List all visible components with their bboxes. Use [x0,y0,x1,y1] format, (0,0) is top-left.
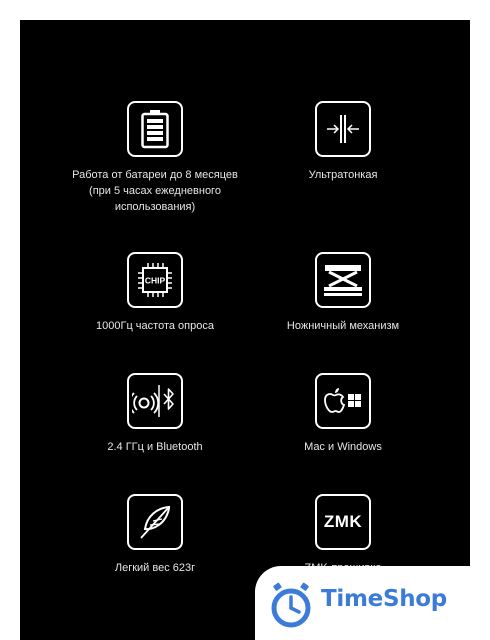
feature-os-support [243,373,443,455]
feature-panel [20,20,470,640]
feature-caption: Ультратонкая [308,169,378,181]
battery-icon [127,101,183,157]
zmk-label: ZMK [323,512,363,531]
feature-connectivity [55,373,255,455]
timeshop-watermark [255,566,470,640]
brand-logo-text: TimeShop [321,586,447,612]
feather-icon [127,494,183,550]
ultrathin-icon [315,101,371,157]
feature-weight [55,494,255,576]
feature-caption: Mac и Windows [304,441,382,453]
feature-caption: Работа от батареи до 8 месяцев (при 5 часах ежедневного использования) [72,169,238,213]
zmk-icon [315,494,371,550]
feature-caption: Легкий вес 623г [114,562,196,574]
feature-battery [55,101,255,215]
clock-icon [267,582,315,628]
feature-polling-rate [55,252,255,334]
wireless-bluetooth-icon [127,373,183,429]
feature-ultrathin [243,101,443,183]
feature-caption: 2.4 ГГц и Bluetooth [107,441,203,453]
feature-firmware [243,494,443,576]
chip-icon [127,252,183,308]
feature-caption: Ножничный механизм [286,320,400,332]
feature-scissor-switch [243,252,443,334]
chip-label: CHIP [144,275,166,286]
scissor-mechanism-icon [315,252,371,308]
feature-caption: 1000Гц частота опроса [96,320,214,332]
apple-windows-icon [315,373,371,429]
